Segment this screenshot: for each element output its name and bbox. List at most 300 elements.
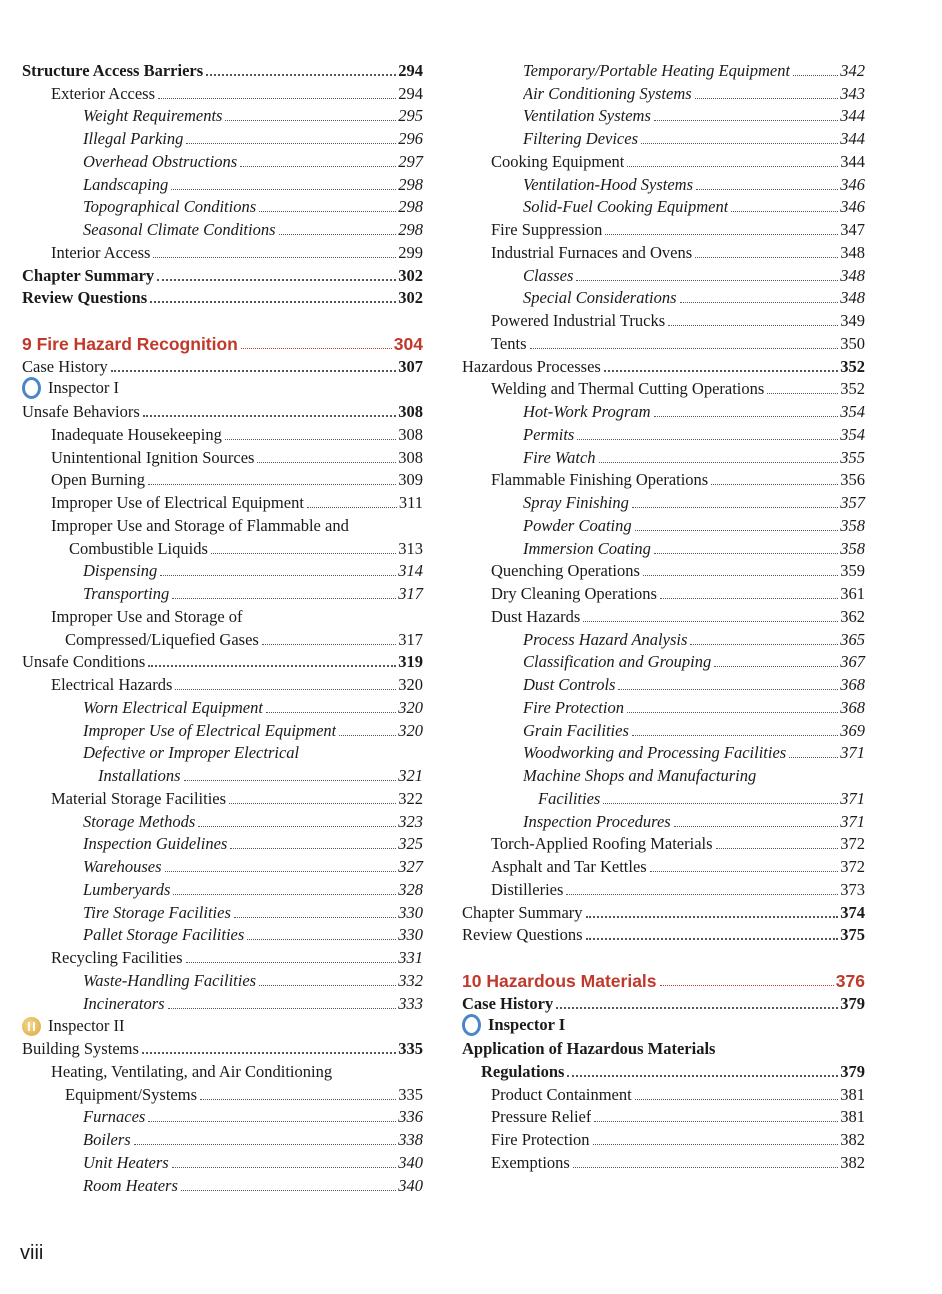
toc-entry[interactable]	[462, 559, 865, 582]
toc-entry-text: Defective or Improper Electrical	[83, 743, 300, 763]
toc-entry[interactable]	[22, 763, 423, 786]
toc-entry[interactable]	[22, 422, 423, 445]
toc-entry-text: Review Questions	[462, 925, 583, 945]
toc-entry[interactable]	[462, 900, 865, 923]
toc-entry-text: Recycling Facilities	[51, 948, 183, 967]
toc-entry-label	[22, 357, 108, 377]
toc-entry-text: Cooking Equipment	[491, 151, 625, 171]
toc-entry-text: Unintentional Ignition Sources	[51, 447, 255, 467]
toc-entry-text: Facilities	[538, 788, 601, 808]
toc-entry[interactable]	[462, 991, 865, 1014]
toc-entry-label	[22, 61, 203, 81]
toc-entry[interactable]	[462, 763, 865, 786]
toc-entry-label	[65, 630, 259, 650]
toc-entry[interactable]	[22, 1127, 423, 1150]
toc-entry[interactable]	[22, 1059, 423, 1082]
toc-entry-text: Dust Controls	[523, 675, 616, 694]
toc-entry[interactable]	[22, 809, 423, 832]
toc-entry[interactable]	[462, 217, 865, 240]
toc-page-number: 369	[840, 720, 865, 740]
toc-entry-label	[83, 743, 299, 763]
toc-page-number: 304	[393, 333, 423, 354]
toc-entry[interactable]	[22, 718, 423, 741]
toc-entry[interactable]	[462, 126, 865, 149]
toc-entry-label	[83, 925, 244, 945]
leader-dots	[654, 416, 839, 417]
toc-entry[interactable]	[22, 627, 423, 650]
leader-dots	[530, 348, 839, 349]
leader-dots	[211, 553, 396, 554]
toc-entry[interactable]	[22, 968, 423, 991]
toc-entry-label	[83, 834, 227, 854]
toc-entry-label	[491, 220, 602, 240]
toc-entry-text: Case History	[22, 356, 108, 376]
toc-entry-text: Quenching Operations	[491, 561, 640, 581]
leader-dots	[181, 1190, 396, 1191]
toc-entry[interactable]	[22, 149, 423, 172]
toc-entry[interactable]	[462, 104, 865, 127]
toc-page-number: 354	[840, 402, 865, 421]
toc-entry-label	[65, 1085, 197, 1105]
toc-entry[interactable]	[462, 672, 865, 695]
toc-entry-text: Inspection Procedures	[523, 811, 671, 831]
toc-entry-label	[523, 448, 596, 468]
toc-entry[interactable]	[22, 695, 423, 718]
leader-dots	[225, 120, 396, 121]
toc-entry-text: Powder Coating	[523, 515, 632, 535]
toc-entry[interactable]	[462, 1150, 865, 1173]
toc-entry[interactable]	[462, 240, 865, 263]
toc-entry-label	[523, 175, 693, 195]
toc-page-number: 328	[398, 879, 423, 899]
toc-entry-text: Fire Protection	[523, 697, 624, 717]
toc-page-number: 338	[398, 1130, 423, 1149]
toc-entry-text: Heating, Ventilating, and Air Conditioning	[51, 1061, 333, 1081]
leader-dots	[627, 712, 838, 713]
toc-entry[interactable]	[462, 741, 865, 764]
toc-page-number: 362	[840, 606, 865, 626]
toc-entry-label	[523, 197, 728, 217]
leader-dots	[168, 1008, 397, 1009]
toc-page-number: 348	[840, 288, 865, 308]
toc-entry-text: Product Containment	[491, 1084, 632, 1104]
toc-entry-text: Filtering Devices	[523, 129, 639, 148]
leader-dots	[143, 415, 396, 417]
toc-entry[interactable]	[22, 1105, 423, 1128]
toc-right-column	[462, 58, 865, 1173]
toc-page-number: 371	[840, 811, 865, 831]
chapter-heading[interactable]	[22, 331, 423, 354]
toc-entry-text: Tents	[491, 333, 527, 353]
toc-entry[interactable]	[462, 1036, 865, 1059]
toc-page-number: 296	[398, 129, 423, 148]
toc-page-number: 340	[398, 1175, 423, 1195]
toc-page-number: 298	[398, 174, 423, 194]
toc-entry-text: Flammable Finishing Operations	[491, 470, 709, 490]
toc-entry[interactable]	[22, 1082, 423, 1105]
leader-dots	[660, 598, 838, 599]
leader-dots	[674, 826, 839, 827]
toc-entry-text: Hazardous Processes	[462, 356, 601, 376]
leader-dots	[603, 803, 838, 804]
toc-entry[interactable]	[22, 263, 423, 286]
toc-entry[interactable]	[462, 1127, 865, 1150]
leader-dots	[262, 644, 396, 645]
toc-page-number: 307	[398, 356, 423, 376]
level-heading[interactable]	[462, 1014, 865, 1037]
toc-entry[interactable]	[22, 854, 423, 877]
toc-entry[interactable]	[22, 536, 423, 559]
leader-dots	[172, 1167, 397, 1168]
toc-entry[interactable]	[462, 1059, 865, 1082]
leader-dots	[695, 257, 838, 258]
leader-dots	[604, 370, 838, 372]
toc-entry[interactable]	[22, 786, 423, 809]
toc-entry[interactable]	[462, 786, 865, 809]
toc-entry[interactable]	[22, 81, 423, 104]
toc-entry[interactable]	[22, 832, 423, 855]
toc-entry[interactable]	[22, 559, 423, 582]
toc-entry[interactable]	[462, 354, 865, 377]
toc-entry[interactable]	[22, 217, 423, 240]
toc-page-number: 375	[840, 925, 865, 945]
toc-entry[interactable]	[22, 650, 423, 673]
toc-entry-label	[523, 721, 629, 741]
toc-entry-text: Pressure Relief	[491, 1107, 592, 1127]
toc-page-number: 314	[398, 561, 423, 581]
leader-dots	[259, 985, 396, 986]
leader-dots	[643, 575, 838, 576]
leader-dots	[627, 166, 838, 167]
toc-entry-label	[491, 1153, 570, 1173]
toc-entry[interactable]	[462, 286, 865, 309]
toc-entry-text: Fire Protection	[491, 1130, 590, 1149]
toc-entry-text: Hot-Work Program	[523, 402, 651, 421]
toc-entry[interactable]	[22, 1036, 423, 1059]
toc-entry-text: Inspection Guidelines	[83, 834, 228, 854]
toc-entry[interactable]	[462, 718, 865, 741]
toc-entry[interactable]	[22, 513, 423, 536]
toc-entry[interactable]	[462, 650, 865, 673]
toc-entry-text: Improper Use of Electrical Equipment	[51, 493, 304, 512]
toc-entry-text: Regulations	[481, 1061, 565, 1081]
leader-dots	[696, 189, 838, 190]
toc-entry[interactable]	[22, 468, 423, 491]
leader-dots	[711, 484, 838, 485]
toc-entry-label	[69, 539, 208, 559]
leader-dots	[793, 75, 838, 76]
toc-entry-label	[462, 994, 553, 1014]
toc-entry[interactable]	[22, 445, 423, 468]
toc-entry[interactable]	[462, 377, 865, 400]
toc-entry-text: Boilers	[83, 1130, 131, 1149]
level-heading[interactable]	[22, 1014, 423, 1037]
leader-dots	[186, 962, 397, 963]
toc-page-number: 320	[398, 675, 423, 694]
toc-entry[interactable]	[462, 81, 865, 104]
leader-dots	[650, 871, 839, 872]
toc-entry-text: Torch-Applied Roofing Materials	[491, 834, 713, 854]
toc-entry-label	[523, 766, 756, 786]
leader-dots	[599, 462, 839, 463]
leader-dots	[279, 234, 397, 235]
toc-entry-label	[491, 334, 527, 354]
toc-entry[interactable]	[462, 604, 865, 627]
leader-dots	[200, 1099, 396, 1100]
leader-dots	[567, 1075, 838, 1077]
toc-page-number: 320	[398, 720, 423, 740]
leader-dots	[160, 575, 396, 576]
toc-entry[interactable]	[462, 854, 865, 877]
leader-dots	[142, 1052, 396, 1054]
toc-entry-label	[22, 334, 238, 354]
toc-entry[interactable]	[462, 1082, 865, 1105]
toc-page-number: 352	[840, 356, 865, 376]
toc-entry-text: Dispensing	[83, 561, 158, 581]
toc-page-number: 373	[840, 879, 865, 899]
inspector-i-icon	[22, 377, 41, 399]
toc-entry-text: Exemptions	[491, 1152, 570, 1172]
toc-page-number: 332	[398, 970, 423, 990]
toc-page-number: 321	[398, 766, 423, 785]
toc-entry-label	[51, 1062, 332, 1082]
leader-dots	[184, 780, 397, 781]
toc-page-number: 381	[840, 1107, 865, 1127]
inspector-ii-icon	[22, 1017, 41, 1036]
toc-entry-text: Review Questions	[22, 288, 148, 308]
toc-entry-label	[83, 106, 222, 126]
toc-entry-label	[83, 1176, 178, 1196]
toc-entry-label	[491, 880, 563, 900]
toc-page-number: 368	[840, 697, 865, 717]
toc-entry[interactable]	[462, 695, 865, 718]
toc-entry-label	[51, 948, 183, 968]
toc-entry[interactable]	[462, 399, 865, 422]
toc-entry[interactable]	[462, 422, 865, 445]
toc-page-number: 308	[398, 447, 423, 467]
toc-entry-label	[523, 698, 624, 718]
leader-dots	[594, 1121, 838, 1122]
leader-dots	[148, 665, 396, 667]
chapter-heading[interactable]	[462, 968, 865, 991]
toc-page-number: 299	[398, 242, 423, 262]
toc-spacer	[22, 308, 423, 331]
toc-entry-label	[523, 812, 671, 832]
toc-entry-label	[523, 516, 632, 536]
toc-entry[interactable]	[22, 604, 423, 627]
toc-entry[interactable]	[22, 58, 423, 81]
toc-entry[interactable]	[462, 627, 865, 650]
toc-entry-text: Material Storage Facilities	[51, 788, 227, 808]
toc-entry[interactable]	[462, 331, 865, 354]
toc-entry-label	[98, 766, 181, 786]
leader-dots	[150, 301, 396, 303]
leader-dots	[668, 325, 838, 326]
toc-page-number: 294	[398, 83, 423, 103]
toc-entry[interactable]	[462, 263, 865, 286]
toc-entry[interactable]	[462, 536, 865, 559]
toc-entry[interactable]	[22, 399, 423, 422]
toc-entry-label	[523, 652, 711, 672]
leader-dots	[266, 712, 396, 713]
toc-page-number: 349	[840, 311, 865, 330]
toc-entry-label	[83, 971, 256, 991]
toc-page-number: 346	[840, 174, 865, 194]
toc-entry-label	[523, 402, 651, 422]
toc-entry-text: Temporary/Portable Heating Equipment	[523, 60, 791, 80]
toc-page-number: 357	[840, 493, 865, 512]
toc-entry-label	[22, 1016, 125, 1036]
leader-dots	[767, 393, 838, 394]
toc-entry-text: Chapter Summary	[22, 265, 155, 285]
toc-entry-text: Room Heaters	[83, 1175, 178, 1195]
toc-entry-label	[83, 1153, 169, 1173]
toc-entry[interactable]	[462, 513, 865, 536]
toc-entry-text: Process Hazard Analysis	[523, 629, 688, 649]
level-heading[interactable]	[22, 377, 423, 400]
toc-entry-text: 10 Hazardous Materials	[462, 970, 657, 991]
leader-dots	[618, 689, 838, 690]
toc-entry[interactable]	[22, 104, 423, 127]
toc-entry[interactable]	[22, 672, 423, 695]
toc-entry-label	[22, 402, 140, 422]
toc-entry-label	[462, 971, 657, 991]
toc-entry-label	[83, 994, 165, 1014]
toc-entry-text: Welding and Thermal Cutting Operations	[491, 379, 765, 399]
toc-entry-text: Improper Use of Electrical Equipment	[83, 720, 337, 740]
toc-entry[interactable]	[22, 923, 423, 946]
toc-entry-text: Warehouses	[83, 857, 162, 876]
toc-entry[interactable]	[22, 240, 423, 263]
leader-dots	[225, 439, 396, 440]
leader-dots	[247, 939, 396, 940]
toc-entry-text: Asphalt and Tar Kettles	[491, 857, 647, 876]
toc-entry[interactable]	[462, 149, 865, 172]
toc-page-number: 335	[398, 1084, 423, 1104]
toc-entry-label	[491, 834, 713, 854]
toc-entry-text: Powered Industrial Trucks	[491, 311, 666, 330]
toc-entry-text: Industrial Furnaces and Ovens	[491, 242, 693, 262]
toc-entry[interactable]	[22, 991, 423, 1014]
toc-entry-label	[462, 1014, 565, 1036]
toc-entry-label	[22, 652, 145, 672]
toc-left-column	[22, 58, 423, 1196]
toc-entry[interactable]	[462, 1105, 865, 1128]
toc-entry[interactable]	[22, 126, 423, 149]
toc-entry-text: Spray Finishing	[523, 493, 629, 512]
toc-entry[interactable]	[22, 945, 423, 968]
toc-entry-label	[83, 812, 195, 832]
leader-dots	[660, 985, 834, 986]
toc-page-number: 347	[840, 220, 865, 239]
toc-entry[interactable]	[22, 172, 423, 195]
toc-entry[interactable]	[22, 900, 423, 923]
toc-entry[interactable]	[22, 286, 423, 309]
toc-entry-text: Combustible Liquids	[69, 538, 208, 558]
toc-entry-label	[491, 1130, 590, 1150]
toc-page-number: 336	[398, 1107, 423, 1127]
toc-entry[interactable]	[22, 581, 423, 604]
toc-entry-text: Improper Use and Storage of Flammable and	[51, 515, 349, 535]
toc-page-number: 368	[840, 675, 865, 694]
toc-entry-text: Case History	[462, 993, 554, 1013]
leader-dots	[241, 348, 392, 349]
toc-entry-text: Unit Heaters	[83, 1152, 169, 1172]
toc-entry[interactable]	[22, 741, 423, 764]
toc-entry[interactable]	[462, 468, 865, 491]
toc-page-number: 327	[398, 857, 423, 876]
toc-entry-label	[523, 84, 692, 104]
toc-entry-label	[83, 880, 170, 900]
leader-dots	[680, 302, 839, 303]
toc-entry[interactable]	[462, 195, 865, 218]
toc-entry-label	[491, 152, 624, 172]
toc-page-number: 372	[840, 834, 865, 854]
toc-entry-text: Unsafe Conditions	[22, 652, 146, 672]
toc-entry[interactable]	[22, 1150, 423, 1173]
leader-dots	[158, 98, 396, 99]
toc-page-number: 340	[398, 1152, 423, 1172]
toc-entry-label	[538, 789, 600, 809]
toc-entry-label	[83, 1107, 145, 1127]
toc-entry[interactable]	[462, 809, 865, 832]
toc-page-number: 356	[840, 470, 865, 490]
toc-entry-label	[491, 470, 708, 490]
toc-entry-text: Open Burning	[51, 470, 145, 490]
toc-page-number: 358	[840, 515, 865, 535]
toc-entry-label	[83, 152, 237, 172]
leader-dots	[186, 143, 396, 144]
leader-dots	[175, 689, 396, 690]
leader-dots	[148, 1121, 396, 1122]
toc-entry-text: Furnaces	[83, 1107, 146, 1127]
toc-page-number: 371	[840, 788, 865, 808]
toc-entry-text: Ventilation Systems	[523, 106, 651, 126]
toc-entry[interactable]	[462, 58, 865, 81]
toc-entry-label	[491, 561, 640, 581]
toc-page-number: 355	[840, 447, 865, 467]
toc-entry[interactable]	[22, 354, 423, 377]
leader-dots	[171, 189, 396, 190]
toc-entry-label	[51, 516, 349, 536]
toc-entry-text: Worn Electrical Equipment	[83, 697, 263, 717]
toc-entry[interactable]	[22, 1173, 423, 1196]
toc-page-number: 374	[840, 902, 865, 922]
toc-entry[interactable]	[22, 195, 423, 218]
toc-entry-text: Compressed/Liquefied Gases	[65, 629, 259, 649]
toc-entry[interactable]	[462, 832, 865, 855]
toc-entry[interactable]	[462, 877, 865, 900]
toc-entry[interactable]	[462, 581, 865, 604]
toc-entry[interactable]	[462, 490, 865, 513]
leader-dots	[257, 462, 396, 463]
toc-entry[interactable]	[22, 877, 423, 900]
toc-entry-text: Inadequate Housekeeping	[51, 424, 222, 444]
toc-entry[interactable]	[462, 172, 865, 195]
leader-dots	[577, 439, 838, 440]
toc-entry[interactable]	[22, 490, 423, 513]
leader-dots	[240, 166, 396, 167]
toc-entry-label	[83, 857, 162, 877]
toc-page-number: 344	[840, 151, 865, 171]
toc-page-number: 311	[398, 493, 423, 512]
toc-page-number: 308	[398, 424, 423, 444]
leader-dots	[605, 234, 838, 235]
toc-page-number: 320	[398, 697, 423, 717]
toc-entry[interactable]	[462, 308, 865, 331]
toc-entry[interactable]	[462, 923, 865, 946]
toc-entry[interactable]	[462, 445, 865, 468]
